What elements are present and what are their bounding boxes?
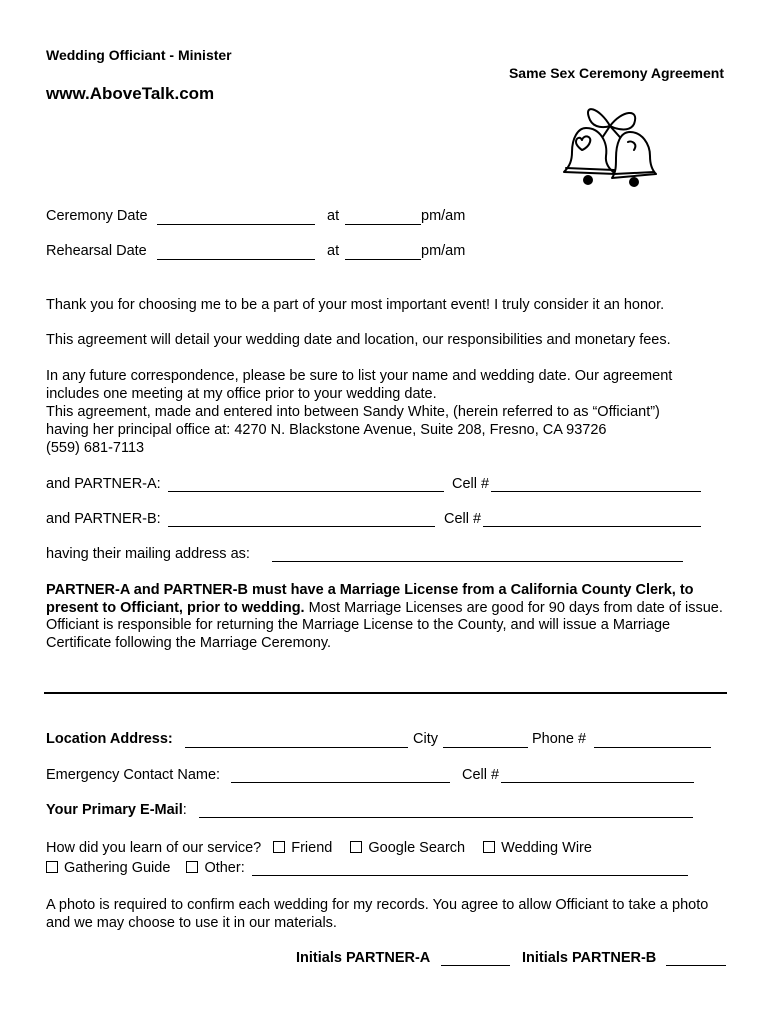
partner-b-cell-label: Cell # [444,511,482,527]
city-field[interactable] [443,747,528,748]
location-address-label: Location Address: [46,731,173,747]
partner-a-cell-label: Cell # [452,476,490,492]
ceremony-time-field[interactable] [345,224,421,225]
correspondence-line-1: In any future correspondence, please be sure to list your name and wedding date. Our agreement [46,368,673,384]
parties-line-1: This agreement, made and entered into between Sandy White, (herein referred to as “Officiant”) [46,404,660,420]
ceremony-date-label: Ceremony Date [46,208,148,224]
office-phone-line: (559) 681-7113 [46,440,145,456]
initials-partner-b-field[interactable] [666,965,726,966]
ceremony-date-field[interactable] [157,224,315,225]
primary-email-label: Your Primary E-Mail [46,802,183,818]
emergency-contact-field[interactable] [231,782,450,783]
website-link[interactable]: www.AboveTalk.com [46,84,215,103]
initials-partner-b-label: Initials PARTNER-B [522,950,657,966]
partner-b-name-field[interactable] [168,526,435,527]
correspondence-line-2: includes one meeting at my office prior to your wedding date. [46,386,437,402]
agreement-intro-text: This agreement will detail your wedding date and location, our responsibilities and monetary fees. [46,332,671,348]
emergency-cell-label: Cell # [462,767,500,783]
wedding-bells-icon [560,98,660,190]
checkbox-icon[interactable] [350,841,362,853]
checkbox-icon[interactable] [273,841,285,853]
option-google-search[interactable] [350,840,465,856]
section-divider [44,692,727,694]
option-google-search-label: Google Search [368,840,466,856]
license-normal-text: Most Marriage Licenses are good for 90 days from date of issue. Officiant is responsible for returning the Marriage License to the County, and will issue a Marriage Certificate following the Marriage Ceremony. [46,599,723,651]
license-bold-text: PARTNER-A and PARTNER-B must have a Marriage License from a California County Clerk, to present to Officiant, prior to wedding. [46,582,694,616]
option-wedding-wire[interactable] [483,840,592,856]
city-label: City [413,731,438,747]
rehearsal-time-field[interactable] [345,259,421,260]
option-gathering-guide[interactable] [46,860,170,876]
checkbox-icon[interactable] [186,861,198,873]
option-other[interactable] [186,860,244,876]
header-right-title: Same Sex Ceremony Agreement [508,65,724,81]
rehearsal-at-label: at [327,243,340,259]
option-other-label: Other: [204,860,245,876]
initials-partner-a-label: Initials PARTNER-A [296,950,431,966]
other-source-field[interactable] [252,875,688,876]
emergency-cell-field[interactable] [501,782,694,783]
partner-a-cell-field[interactable] [491,491,701,492]
license-paragraph [46,582,736,652]
survey-question-row [46,840,606,856]
option-wedding-wire-label: Wedding Wire [501,840,592,856]
rehearsal-pmam-label: pm/am [421,243,466,259]
ceremony-pmam-label: pm/am [421,208,466,224]
phone-field[interactable] [594,747,711,748]
partner-b-label: and PARTNER-B: [46,511,161,527]
primary-email-field[interactable] [199,817,693,818]
emergency-contact-label: Emergency Contact Name: [46,767,221,783]
office-address-line: having her principal office at: 4270 N. Blackstone Avenue, Suite 208, Fresno, CA 93726 [46,422,607,438]
option-gathering-guide-label: Gathering Guide [64,860,171,876]
primary-email-label-wrap [46,802,187,818]
survey-options-row-2 [46,860,245,876]
option-friend[interactable] [273,840,332,856]
checkbox-icon[interactable] [483,841,495,853]
partner-a-name-field[interactable] [168,491,444,492]
checkbox-icon[interactable] [46,861,58,873]
initials-partner-a-field[interactable] [441,965,510,966]
mailing-address-field[interactable] [272,561,683,562]
phone-label: Phone # [532,731,587,747]
primary-email-colon: : [182,802,187,818]
photo-consent-text: A photo is required to confirm each wedding for my records. You agree to allow Officiant to take a photo and we may choose to use it in our materials. [46,897,709,931]
location-address-field[interactable] [185,747,408,748]
thank-you-text: Thank you for choosing me to be a part of your most important event! I truly consider it an honor. [46,297,665,313]
header-left-title: Wedding Officiant - Minister [46,47,232,63]
rehearsal-date-field[interactable] [157,259,315,260]
option-friend-label: Friend [291,840,333,856]
survey-question: How did you learn of our service? [46,840,262,856]
partner-b-cell-field[interactable] [483,526,701,527]
rehearsal-date-label: Rehearsal Date [46,243,147,259]
ceremony-at-label: at [327,208,340,224]
partner-a-label: and PARTNER-A: [46,476,161,492]
mailing-address-label: having their mailing address as: [46,546,250,562]
